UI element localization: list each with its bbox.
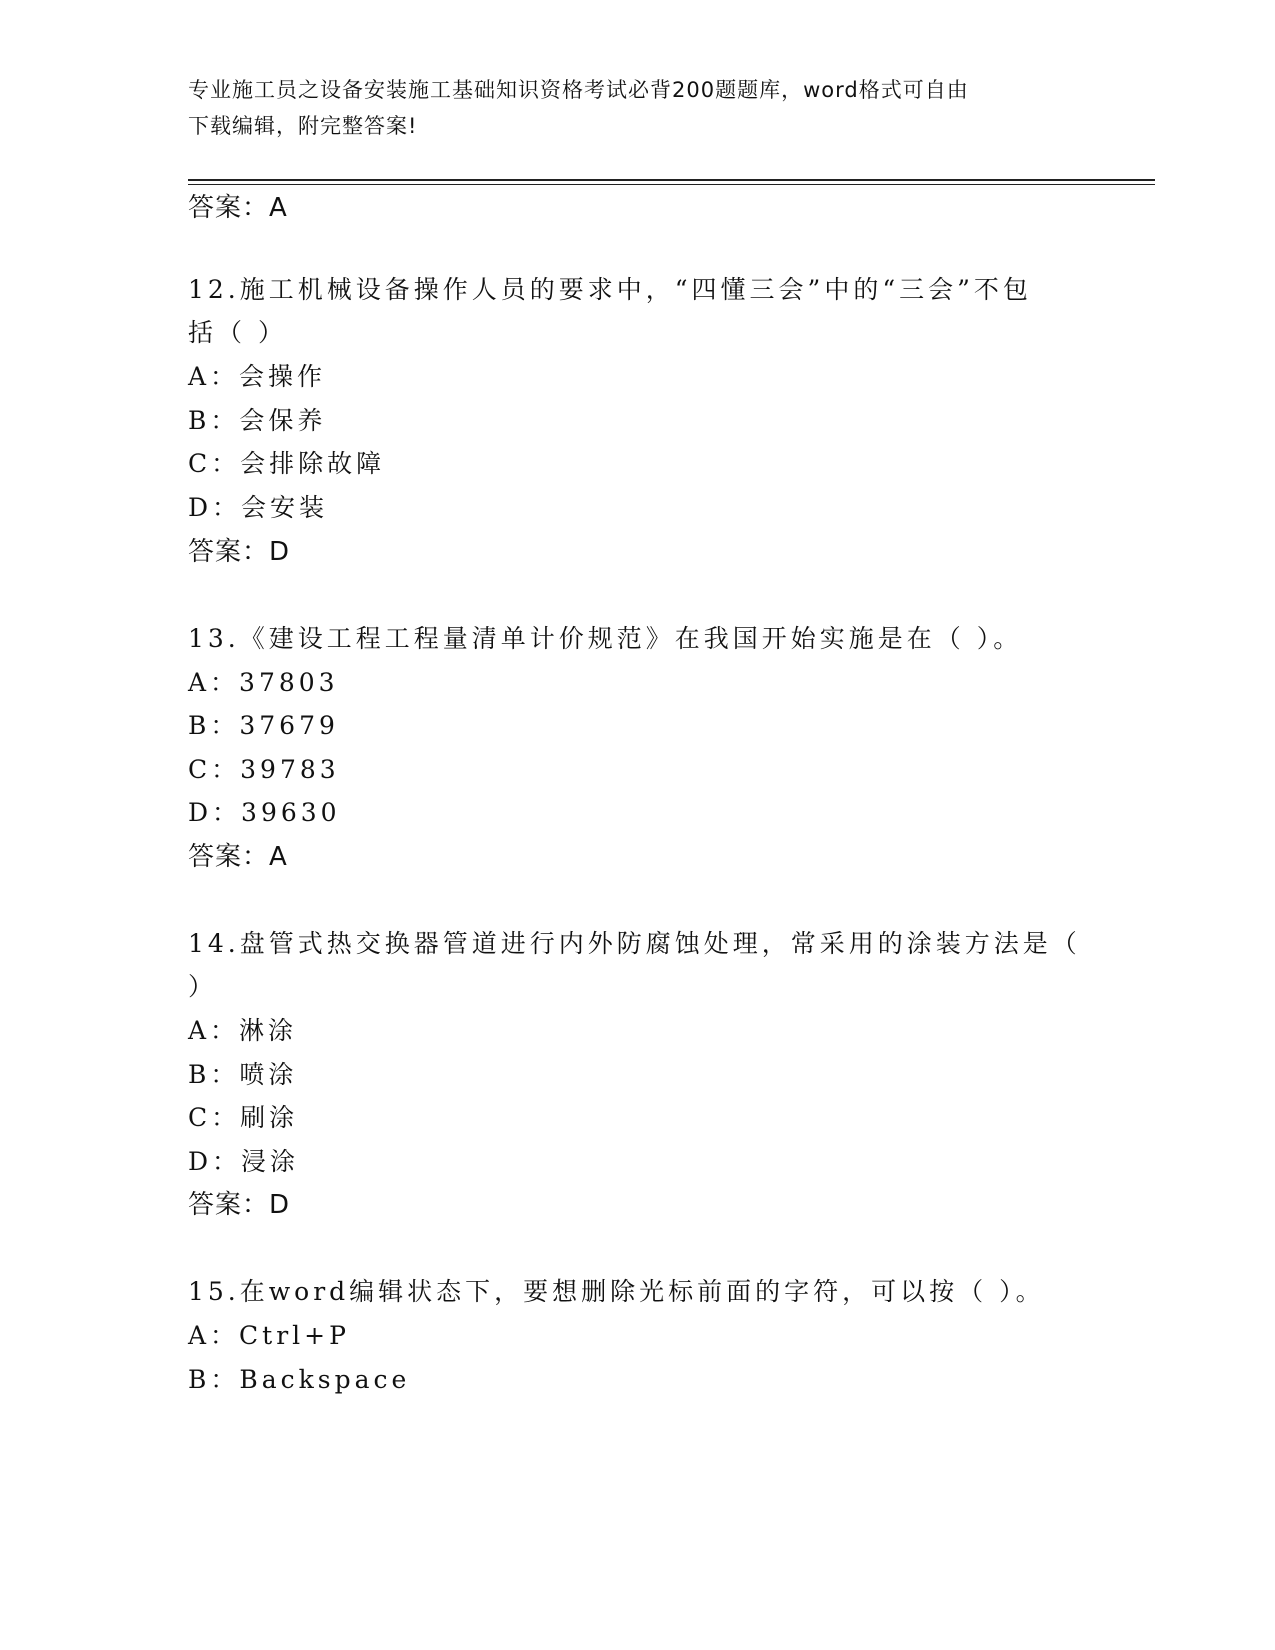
question-14-option-b: B：喷涂 <box>188 1060 298 1089</box>
question-14-option-c: C：刷涂 <box>188 1103 299 1132</box>
question-15-option-a: A：Ctrl+P <box>188 1321 350 1350</box>
question-12-option-b: B：会保养 <box>188 406 327 435</box>
header-line-1: 专业施工员之设备安装施工基础知识资格考试必背200题题库，word格式可自由 <box>188 78 969 102</box>
question-12-stem: 12.施工机械设备操作人员的要求中，“四懂三会”中的“三会”不包 <box>188 275 1032 304</box>
question-15-stem: 15.在word编辑状态下，要想删除光标前面的字符，可以按（ ）。 <box>188 1277 1045 1306</box>
question-13-option-c: C：39783 <box>188 755 340 784</box>
question-13-stem: 13.《建设工程工程量清单计价规范》在我国开始实施是在（ ）。 <box>188 624 1023 653</box>
question-14-stem-cont: ） <box>188 972 218 1001</box>
question-14-option-a: A：淋涂 <box>188 1016 298 1045</box>
document-header <box>188 72 1068 144</box>
question-12-option-d: D：会安装 <box>188 493 329 522</box>
question-14-option-d: D：浸涂 <box>188 1147 300 1176</box>
question-12-answer: 答案：D <box>188 537 291 567</box>
question-14-answer: 答案：D <box>188 1190 291 1220</box>
question-13-option-d: D：39630 <box>188 798 341 827</box>
question-13-option-b: B：37679 <box>188 711 339 740</box>
question-12-option-a: A：会操作 <box>188 362 327 391</box>
question-14-stem: 14.盘管式热交换器管道进行内外防腐蚀处理，常采用的涂装方法是（ <box>188 929 1081 958</box>
header-line-2: 下载编辑，附完整答案! <box>188 114 418 138</box>
answer-previous: 答案：A <box>188 193 288 223</box>
header-divider-thick <box>188 179 1155 181</box>
question-15-option-b: B：Backspace <box>188 1365 411 1394</box>
question-13-option-a: A：37803 <box>188 668 339 697</box>
question-12-stem-cont: 括（ ） <box>188 318 287 347</box>
header-divider-thin <box>188 184 1155 185</box>
question-13-answer: 答案：A <box>188 842 288 872</box>
question-12-option-c: C：会排除故障 <box>188 449 386 478</box>
